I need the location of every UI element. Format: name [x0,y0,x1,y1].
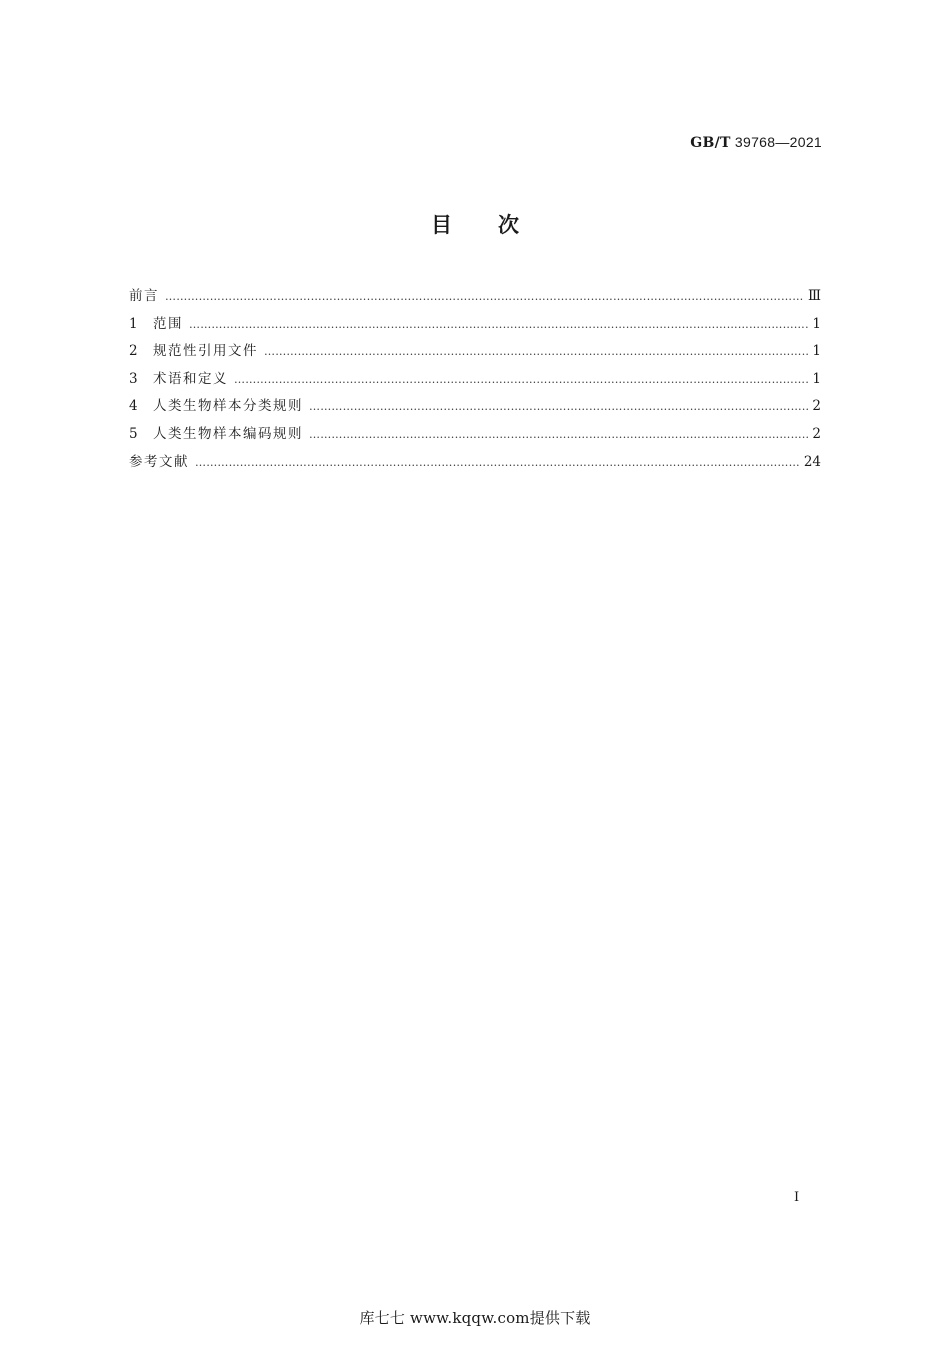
toc-entry-page: 2 [812,398,821,415]
toc-leader-dots [195,449,800,477]
toc-entry-scope[interactable] [129,311,821,339]
toc-entry-page: 2 [812,425,821,442]
toc-title: 目次 [431,213,565,237]
toc-entry-label: 范围 [153,315,183,332]
toc-entry-page: Ⅲ [807,288,821,304]
standard-number: 39768—2021 [734,134,822,150]
standard-prefix: GB/T [690,135,731,151]
standard-code [690,134,822,151]
toc-entry-classification-rules[interactable] [129,393,821,421]
toc-entry-label: 前言 [129,288,159,304]
table-of-contents [129,283,821,476]
toc-entry-page: 24 [803,453,821,470]
toc-leader-dots [309,393,808,421]
toc-leader-dots [309,421,808,449]
page-number: I [794,1190,800,1205]
toc-entry-number: 4 [129,398,138,415]
toc-entry-terms-definitions[interactable] [129,366,821,394]
toc-entry-bibliography[interactable] [129,449,821,477]
toc-entry-label: 参考文献 [129,453,189,470]
toc-entry-normative-references[interactable] [129,338,821,366]
toc-leader-dots [189,311,808,339]
toc-entry-page: 1 [812,343,821,360]
toc-entry-number: 5 [129,425,138,442]
toc-leader-dots [234,366,808,394]
toc-entry-label: 规范性引用文件 [153,343,258,360]
download-source-footer: 库七七 www.kqqw.com提供下载 [359,1309,591,1327]
toc-entry-coding-rules[interactable] [129,421,821,449]
toc-leader-dots [165,283,804,311]
toc-entry-label: 术语和定义 [153,370,228,387]
toc-leader-dots [264,338,808,366]
toc-entry-label: 人类生物样本编码规则 [153,425,303,442]
toc-entry-number: 3 [129,370,138,387]
toc-entry-number: 2 [129,343,138,360]
toc-entry-page: 1 [812,315,821,332]
toc-entry-foreword[interactable] [129,283,821,311]
toc-entry-number: 1 [129,315,138,332]
toc-entry-label: 人类生物样本分类规则 [153,398,303,415]
toc-entry-page: 1 [812,370,821,387]
